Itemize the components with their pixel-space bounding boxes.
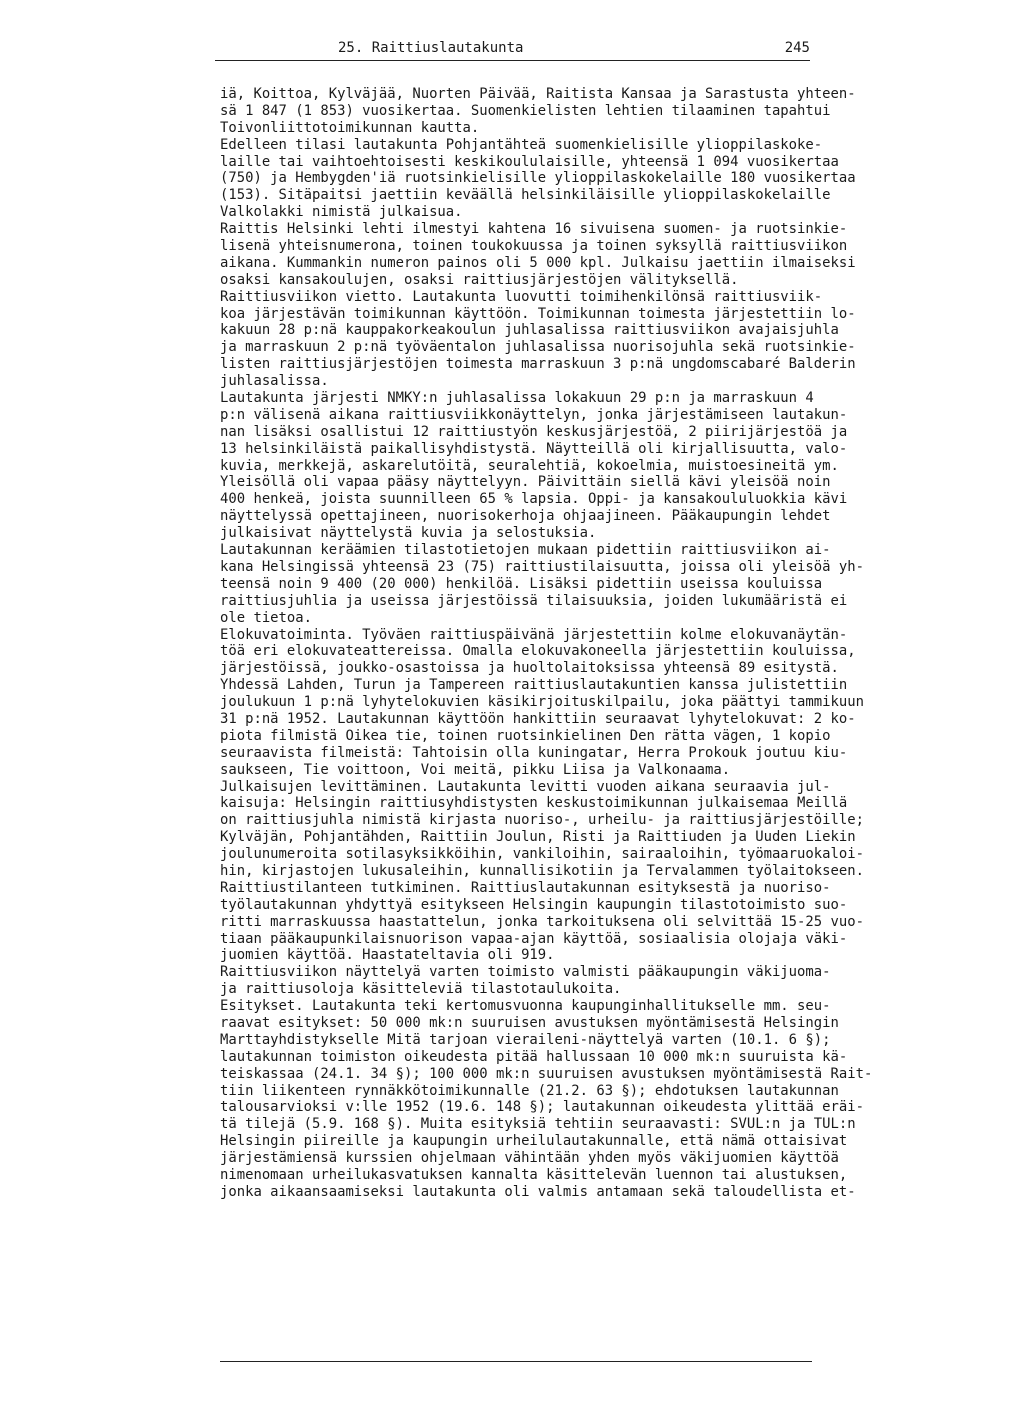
text-line: Yhdessä Lahden, Turun ja Tampereen raittiuslautakuntien kanssa julistettiin	[220, 677, 848, 694]
text-line: hin, kirjastojen lukusaleihin, kunnallisikotiin ja Tervalammen työlaitokseen.	[220, 862, 864, 879]
text-line: järjestämiensä kurssien ohjelmaan vähintään yhden myös väkijuomien käyttöä	[220, 1150, 839, 1167]
text-line: Lautakunnan keräämien tilastotietojen mukaan pidettiin raittiusviikon ai-	[220, 542, 831, 559]
text-line: raavat esitykset: 50 000 mk:n suuruisen avustuksen myöntämisestä Helsingin	[220, 1014, 839, 1031]
text-line: Helsingin piireille ja kaupungin urheilulautakunnalle, että nämä ottaisivat	[220, 1133, 848, 1150]
text-line: Lautakunta järjesti NMKY:n juhlasalissa lokakuun 29 p:n ja marraskuun 4	[220, 390, 814, 407]
text-line: laille tai vaihtoehtoisesti keskikoululaisille, yhteensä 1 094 vuosikertaa	[220, 153, 839, 170]
text-line: Valkolakki nimistä julkaisua.	[220, 204, 463, 221]
text-line: nan lisäksi osallistui 12 raittiustyön keskusjärjestöä, 2 piirijärjestöä ja	[220, 423, 848, 440]
text-line: (750) ja Hembygden'iä ruotsinkielisille ylioppilaskokelaille 180 vuosikertaa	[220, 170, 856, 187]
text-line: ja marraskuun 2 p:nä työväentalon juhlasalissa nuorisojuhla sekä ruotsinkie-	[220, 339, 856, 356]
text-line: raittiusjuhlia ja useissa järjestöissä tilaisuuksia, joiden lukumääristä ei	[220, 592, 848, 609]
text-line: saukseen, Tie voittoon, Voi meitä, pikku Liisa ja Valkonaama.	[220, 761, 731, 778]
text-line: (153). Sitäpaitsi jaettiin keväällä helsinkiläisille ylioppilaskokelaille	[220, 187, 831, 204]
text-line: lisenä yhteisnumerona, toinen toukokuussa ja toinen syksyllä raittiusviikon	[220, 238, 848, 255]
text-line: ole tietoa.	[220, 609, 312, 626]
text-line: tä tilejä (5.9. 168 §). Muita esityksiä tehtiin seuraavasti: SVUL:n ja TUL:n	[220, 1116, 856, 1133]
text-line: ritti marraskuussa haastattelun, jonka tarkoituksena oli selvittää 15-25 vuo-	[220, 913, 864, 930]
text-line: Elokuvatoiminta. Työväen raittiuspäivänä järjestettiin kolme elokuvanäytän-	[220, 626, 848, 643]
text-line: Raittiustilanteen tutkiminen. Raittiuslautakunnan esityksestä ja nuoriso-	[220, 879, 831, 896]
text-line: kaisuja: Helsingin raittiusyhdistysten keskustoimikunnan julkaisemaa Meillä	[220, 795, 848, 812]
text-line: Raittiusviikon vietto. Lautakunta luovutti toimihenkilönsä raittiusviik-	[220, 288, 823, 305]
text-line: aikana. Kummankin numeron painos oli 5 000 kpl. Julkaisu jaettiin ilmaiseksi	[220, 254, 856, 271]
text-line: teiskassaa (24.1. 34 §); 100 000 mk:n suuruisen avustuksen myöntämisestä Rait-	[220, 1065, 873, 1082]
text-line: Raittis Helsinki lehti ilmestyi kahtena 16 sivuisena suomen- ja ruotsinkie-	[220, 221, 848, 238]
text-line: piota filmistä Oikea tie, toinen ruotsinkielinen Den rätta vägen, 1 kopio	[220, 727, 831, 744]
text-line: juomien käyttöä. Haastateltavia oli 919.	[220, 947, 555, 964]
text-line: sä 1 847 (1 853) vuosikertaa. Suomenkielisten lehtien tilaaminen tapahtui	[220, 102, 831, 119]
text-line: juhlasalissa.	[220, 373, 329, 390]
text-line: Edelleen tilasi lautakunta Pohjantähteä suomenkielisille ylioppilaskoke-	[220, 136, 823, 153]
text-line: kana Helsingissä yhteensä 23 (75) raittiustilaisuutta, joissa oli yleisöä yh-	[220, 558, 864, 575]
text-line: iä, Koittoa, Kylväjää, Nuorten Päivää, Raitista Kansaa ja Sarastusta yhteen-	[220, 86, 856, 102]
text-line: teensä noin 9 400 (20 000) henkilöä. Lisäksi pidettiin useissa kouluissa	[220, 575, 823, 592]
text-line: näyttelyssä opettajineen, nuorisokerhoja ohjaajineen. Pääkaupungin lehdet	[220, 508, 831, 525]
text-line: Toivonliittotoimikunnan kautta.	[220, 119, 480, 136]
text-line: p:n välisenä aikana raittiusviikkonäyttelyn, jonka järjestämiseen lautakun-	[220, 406, 848, 423]
text-line: töä eri elokuvateattereissa. Omalla elokuvakoneella järjestettiin kouluissa,	[220, 643, 856, 660]
text-line: ja raittiusoloja käsitteleviä tilastotaulukoita.	[220, 981, 622, 998]
text-line: kuvia, merkkejä, askarelutöitä, seuralehtiä, kokoelmia, muistoesineitä ym.	[220, 457, 839, 474]
text-line: julkaisivat näyttelystä kuvia ja selostuksia.	[220, 525, 597, 542]
page-number: 245	[784, 40, 810, 56]
page-header	[215, 36, 810, 61]
text-line: 13 helsinkiläistä paikallisyhdistystä. Näytteillä oli kirjallisuutta, valo-	[220, 440, 848, 457]
text-line: on raittiusjuhla nimistä kirjasta nuoriso-, urheilu- ja raittiusjärjestöille;	[220, 812, 864, 829]
text-line: tiaan pääkaupunkilaisnuorison vapaa-ajan käyttöä, sosiaalisia olojaja väki-	[220, 930, 848, 947]
text-line: joulunumeroita sotilasyksikköihin, vankiloihin, sairaaloihin, työmaaruokaloi-	[220, 846, 864, 863]
body-text	[220, 86, 873, 1201]
text-line: 31 p:nä 1952. Lautakunnan käyttöön hankittiin seuraavat lyhytelokuvat: 2 ko-	[220, 710, 856, 727]
text-line: koa järjestävän toimikunnan käyttöön. Toimikunnan toimesta järjestettiin lo-	[220, 305, 856, 322]
text-line: seuraavista filmeistä: Tahtoisin olla kuningatar, Herra Prokouk joutuu kiu-	[220, 744, 848, 761]
end-rule	[220, 1361, 812, 1362]
text-line: osaksi kansakoulujen, osaksi raittiusjärjestöjen välityksellä.	[220, 271, 739, 288]
text-line: Raittiusviikon näyttelyä varten toimisto valmisti pääkaupungin väkijuoma-	[220, 964, 831, 981]
text-line: työlautakunnan yhdyttyä esitykseen Helsingin kaupungin tilastotoimisto suo-	[220, 896, 848, 913]
text-line: lautakunnan toimiston oikeudesta pitää hallussaan 10 000 mk:n suuruista kä-	[220, 1048, 848, 1065]
text-line: nimenomaan urheilukasvatuksen kannalta käsittelevän luennon tai alustuksen,	[220, 1167, 848, 1183]
text-line: Esitykset. Lautakunta teki kertomusvuonna kaupunginhallitukselle mm. seu-	[220, 998, 831, 1015]
text-line: Yleisöllä oli vapaa pääsy näyttelyyn. Päivittäin siellä kävi yleisöä noin	[220, 474, 831, 491]
text-line: 400 henkeä, joista suunnilleen 65 % lapsia. Oppi- ja kansakoululuokkia kävi	[220, 491, 848, 508]
text-line: Marttayhdistykselle Mitä tarjoan vieraileni-näyttelyä varten (10.1. 6 §);	[220, 1031, 831, 1048]
text-line: Kylväjän, Pohjantähden, Raittiin Joulun, Risti ja Raittiuden ja Uuden Liekin	[220, 829, 856, 846]
text-line: tiin liikenteen rynnäkkötoimikunnalle (21.2. 63 §); ehdotuksen lautakunnan	[220, 1082, 839, 1099]
text-line: järjestöissä, joukko-osastoissa ja huoltolaitoksissa yhteensä 89 esitystä.	[220, 660, 839, 677]
text-line: jonka aikaansaamiseksi lautakunta oli valmis antamaan sekä taloudellista et-	[220, 1183, 856, 1200]
text-line: joulukuun 1 p:nä lyhytelokuvien käsikirjoituskilpailu, joka päättyi tammikuun	[220, 694, 864, 711]
text-line: talousarvioksi v:lle 1952 (19.6. 148 §); lautakunnan oikeudesta ylittää eräi-	[220, 1099, 864, 1116]
text-line: kakuun 28 p:nä kauppakorkeakoulun juhlasalissa raittiusviikon avajaisjuhla	[220, 322, 839, 339]
text-line: Julkaisujen levittäminen. Lautakunta levitti vuoden aikana seuraavia jul-	[220, 778, 831, 795]
running-title: 25. Raittiuslautakunta	[338, 40, 524, 56]
text-line: listen raittiusjärjestöjen toimesta marraskuun 3 p:nä ungdomscabaré Balderin	[220, 356, 856, 373]
